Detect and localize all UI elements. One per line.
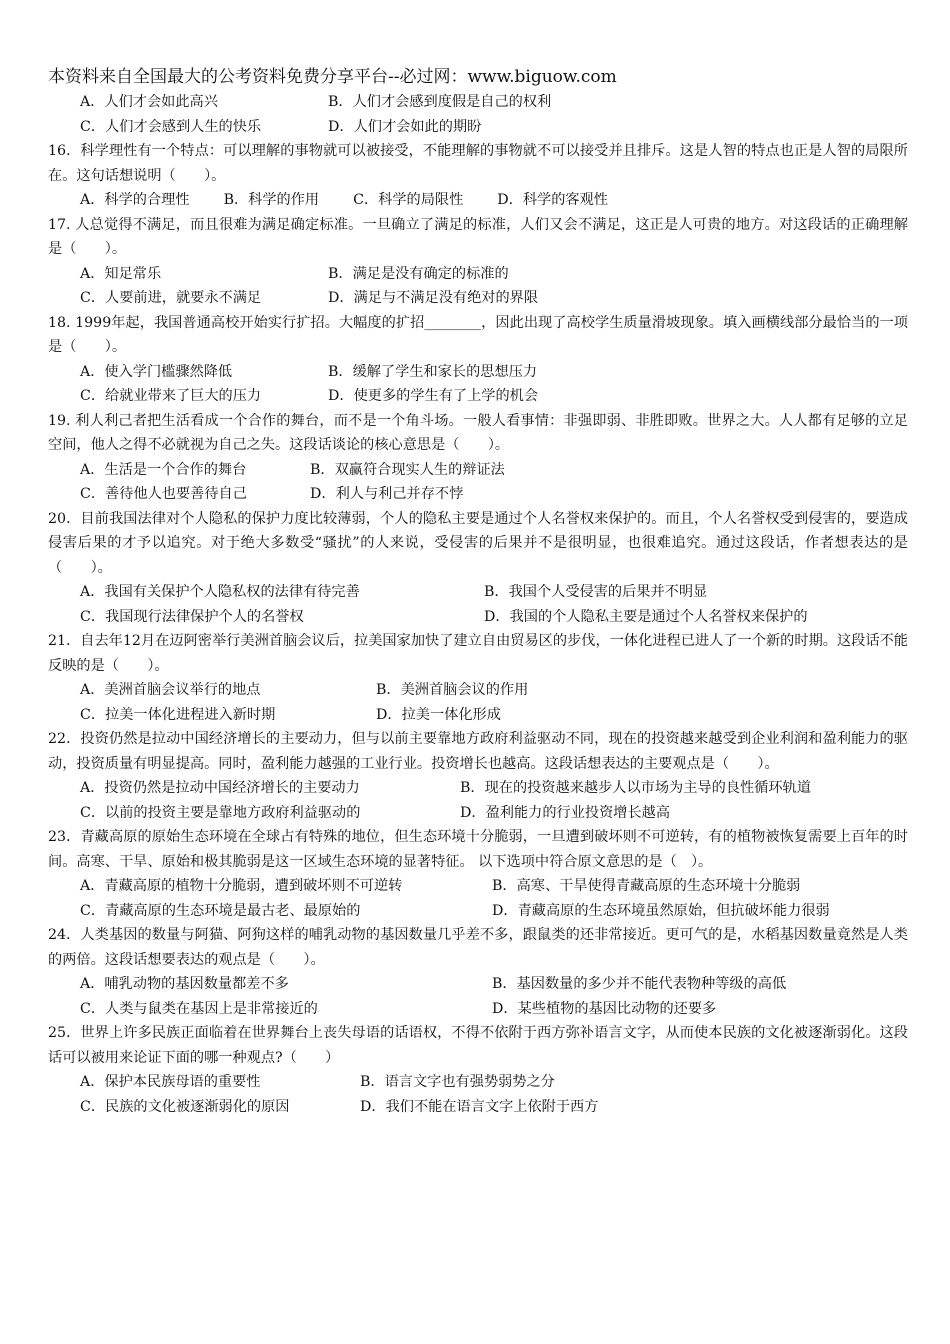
answer-option[interactable]: D．盈利能力的行业投资增长越高 xyxy=(460,804,671,821)
option-row xyxy=(48,776,908,801)
answer-option[interactable]: C．青藏高原的生态环境是最古老、最原始的 xyxy=(80,902,361,919)
option-row xyxy=(48,580,908,605)
question-block xyxy=(48,923,908,1021)
answer-option[interactable]: C．人们才会感到人生的快乐 xyxy=(80,118,262,135)
answer-option[interactable]: A．青藏高原的植物十分脆弱，遭到破坏则不可逆转 xyxy=(80,878,403,894)
answer-option[interactable]: D．某些植物的基因比动物的还要多 xyxy=(492,1000,717,1017)
option-row xyxy=(48,458,908,483)
question-block xyxy=(48,629,908,727)
answer-option[interactable]: D．我国的个人隐私主要是通过个人名誉权来保护的 xyxy=(484,608,808,625)
question-text: 19. 利人利己者把生活看成一个合作的舞台，而不是一个角斗场。一般人看事情：非强即弱、非胜即败。世界之大。人人都有足够的立足空间，他人之得不必就视为自己之失。这段话谈论的核心意思是（ ）。 xyxy=(48,412,908,453)
answer-option[interactable]: D．拉美一体化形成 xyxy=(376,706,501,723)
answer-option[interactable]: D．人们才会如此的期盼 xyxy=(328,118,482,135)
option-row xyxy=(48,1070,908,1095)
question-block xyxy=(48,213,908,311)
answer-option[interactable]: C．给就业带来了巨大的压力 xyxy=(80,388,262,404)
option-row xyxy=(48,360,908,385)
answer-option[interactable]: D．青藏高原的生态环境虽然原始，但抗破坏能力很弱 xyxy=(492,902,830,919)
question-text: 18. 1999年起，我国普通高校开始实行扩招。大幅度的扩招________，因此出现了高校学生质量滑坡现象。填入画横线部分最恰当的一项是（ ）。 xyxy=(48,314,908,355)
option-row xyxy=(48,605,908,630)
answer-option[interactable]: A．生活是一个合作的舞台 xyxy=(80,461,247,478)
question-text: 20．目前我国法律对个人隐私的保护力度比较薄弱，个人的隐私主要是通过个人名誉权来保护的。而且，个人名誉权受到侵害的，要造成侵害后果的才予以追究。对于绝大多数受“骚扰”的人来说，受侵害的后果并不是很明显，也很难追究。通过这段话，作者想表达的是（ ）。 xyxy=(48,510,908,576)
answer-option[interactable]: B．我国个人受侵害的后果并不明显 xyxy=(484,584,708,600)
option-row xyxy=(48,482,908,507)
answer-option[interactable]: B．基因数量的多少并不能代表物种等级的高低 xyxy=(492,976,787,992)
option-row xyxy=(48,997,908,1022)
option-row xyxy=(48,262,908,287)
answer-option[interactable]: B．语言文字也有强势弱势之分 xyxy=(360,1074,555,1090)
answer-option[interactable]: C．以前的投资主要是靠地方政府利益驱动的 xyxy=(80,804,361,821)
question-text: 25．世界上许多民族正面临着在世界舞台上丧失母语的话语权，不得不依附于西方弥补语言文字，从而使本民族的文化被逐渐弱化。这段话可以被用来论证下面的哪一种观点?（ ） xyxy=(48,1025,908,1066)
question-block xyxy=(48,311,908,409)
answer-option[interactable]: B．美洲首脑会议的作用 xyxy=(376,682,529,698)
answer-option[interactable]: C．民族的文化被逐渐弱化的原因 xyxy=(80,1098,290,1115)
question-block xyxy=(48,90,908,139)
option-row xyxy=(48,972,908,997)
answer-option[interactable]: A．哺乳动物的基因数量都差不多 xyxy=(80,976,289,992)
question-block xyxy=(48,825,908,923)
question-text: 21．自去年12月在迈阿密举行美洲首脑会议后，拉美国家加快了建立自由贸易区的步伐，一体化进程已进人了一个新的时期。这段话不能反映的是（ ）。 xyxy=(48,633,908,674)
answer-option[interactable]: A．投资仍然是拉动中国经济增长的主要动力 xyxy=(80,780,360,796)
answer-option[interactable]: D．使更多的学生有了上学的机会 xyxy=(328,388,539,404)
document-page xyxy=(48,64,908,1119)
page-header: 本资料来自全国最大的公考资料免费分享平台--必过网：www.biguow.com xyxy=(48,67,617,87)
answer-option[interactable]: A．美洲首脑会议举行的地点 xyxy=(80,682,261,698)
answer-option[interactable]: A．科学的合理性 xyxy=(80,192,190,208)
question-text: 16．科学理性有一个特点：可以理解的事物就可以被接受，不能理解的事物就不可以接受并且排斥。这是人智的特点也正是人智的局限所在。这句话想说明（ ）。 xyxy=(48,143,908,184)
question-block xyxy=(48,1021,908,1119)
answer-option[interactable]: A．使入学门槛骤然降低 xyxy=(80,363,233,380)
answer-option[interactable]: C．善待他人也要善待自己 xyxy=(80,486,247,502)
question-block xyxy=(48,139,908,213)
answer-option[interactable]: D．科学的客观性 xyxy=(497,192,608,208)
option-row xyxy=(48,188,908,213)
answer-option[interactable]: C．人要前进，就要永不满足 xyxy=(80,290,262,306)
answer-option[interactable]: B．满足是没有确定的标准的 xyxy=(328,265,509,282)
answer-option[interactable]: A．知足常乐 xyxy=(80,265,162,282)
question-text: 23．青藏高原的原始生态环境在全球占有特殊的地位，但生态环境十分脆弱，一旦遭到破坏则不可逆转，有的植物被恢复需要上百年的时间。高寒、干旱、原始和极其脆弱是这一区域生态环境的显著特征。 以下选项中符合原文意思的是（ ）。 xyxy=(48,829,908,870)
option-row xyxy=(48,115,908,140)
answer-option[interactable]: C．人类与鼠类在基因上是非常接近的 xyxy=(80,1000,318,1017)
answer-option[interactable]: C．拉美一体化进程进入新时期 xyxy=(80,706,276,723)
question-list xyxy=(48,90,908,1119)
answer-option[interactable]: D．满足与不满足没有绝对的界限 xyxy=(328,290,539,306)
answer-option[interactable]: B．科学的作用 xyxy=(223,192,320,208)
answer-option[interactable]: D．我们不能在语言文字上依附于西方 xyxy=(360,1098,599,1115)
answer-option[interactable]: B．缓解了学生和家长的思想压力 xyxy=(328,363,538,380)
answer-option[interactable]: B．人们才会感到度假是自己的权利 xyxy=(328,94,552,110)
option-row xyxy=(48,384,908,409)
answer-option[interactable]: A．我国有关保护个人隐私权的法律有待完善 xyxy=(80,584,360,600)
answer-option[interactable]: D．利人与利己并存不悖 xyxy=(310,486,464,502)
answer-option[interactable]: C．科学的局限性 xyxy=(353,192,464,208)
question-block xyxy=(48,409,908,507)
answer-option[interactable]: C．我国现行法律保护个人的名誉权 xyxy=(80,608,304,625)
question-text: 24．人类基因的数量与阿猫、阿狗这样的哺乳动物的基因数量几乎差不多，跟鼠类的还非常接近。更可气的是，水稻基因数量竟然是人类的两倍。这段话想要表达的观点是（ ）。 xyxy=(48,927,908,968)
question-block xyxy=(48,507,908,630)
option-row xyxy=(48,286,908,311)
question-text: 22．投资仍然是拉动中国经济增长的主要动力，但与以前主要靠地方政府利益驱动不同，现在的投资越来越受到企业利润和盈利能力的驱动，投资质量有明显提高。同时，盈利能力越强的工业行业。投资增长也越高。这段话想表达的主要观点是（ ）。 xyxy=(48,731,908,772)
answer-option[interactable]: B．现在的投资越来越步人以市场为主导的良性循环轨道 xyxy=(460,780,811,796)
option-row xyxy=(48,1095,908,1120)
question-text: 17. 人总觉得不满足，而且很难为满足确定标准。一旦确立了满足的标准，人们又会不满足，这正是人可贵的地方。对这段话的正确理解是（ ）。 xyxy=(48,216,908,257)
question-block xyxy=(48,727,908,825)
option-row xyxy=(48,801,908,826)
option-row xyxy=(48,678,908,703)
answer-option[interactable]: A．人们才会如此高兴 xyxy=(80,94,218,110)
answer-option[interactable]: B．双赢符合现实人生的辩证法 xyxy=(310,461,505,478)
option-row xyxy=(48,874,908,899)
answer-option[interactable]: A．保护本民族母语的重要性 xyxy=(80,1074,261,1090)
option-row xyxy=(48,703,908,728)
option-row xyxy=(48,899,908,924)
answer-option[interactable]: B．高寒、干旱使得青藏高原的生态环境十分脆弱 xyxy=(492,878,801,894)
option-row xyxy=(48,90,908,115)
